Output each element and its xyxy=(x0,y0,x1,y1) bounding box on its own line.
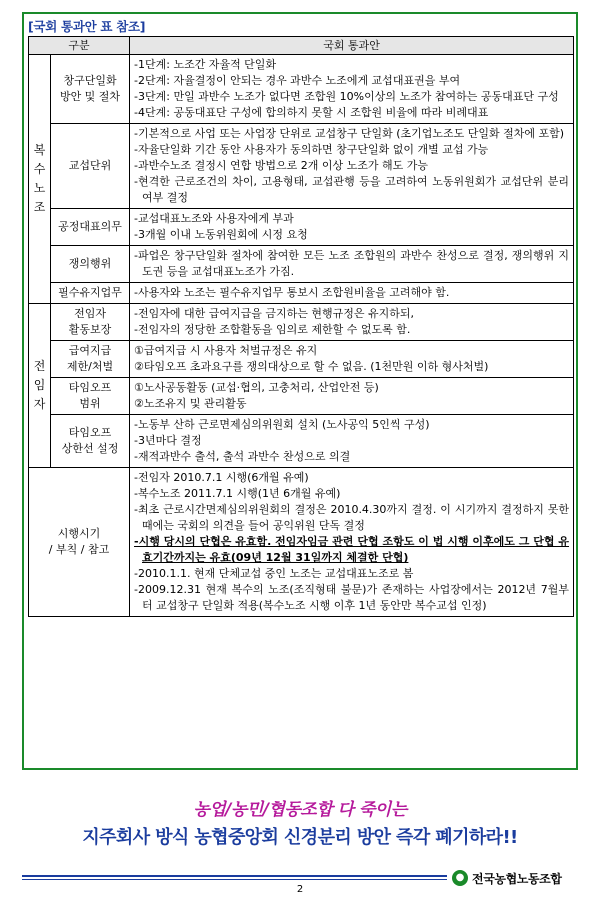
table-row xyxy=(29,468,574,617)
table-row xyxy=(29,124,574,209)
document-frame xyxy=(22,12,578,770)
row-content: ①급여지급 시 사용자 처벌규정은 유지 ②타임오프 초과요구를 쟁의대상으로 할 수 없음. (1천만원 이하 형사처벌) xyxy=(130,341,574,378)
table-row xyxy=(29,341,574,378)
table-row xyxy=(29,246,574,283)
row-label: 필수유지업무 xyxy=(58,286,122,299)
header-bill: 국회 통과안 xyxy=(130,37,574,55)
row-label: 타임오프 범위 xyxy=(68,381,112,410)
table-row xyxy=(29,415,574,468)
box-title: [국회 통과안 표 참조] xyxy=(28,19,146,34)
org-name: 전국농협노동조합 xyxy=(472,872,562,886)
group-label-full-time: 전 임 자 xyxy=(29,304,51,468)
row-label: 전임자 활동보장 xyxy=(68,307,112,336)
footer-rule-thin xyxy=(22,879,447,880)
table-row xyxy=(29,304,574,341)
row-label: 쟁의행위 xyxy=(68,257,112,270)
row-content: -파업은 창구단일화 절차에 참여한 모든 노조 조합원의 과반수 찬성으로 결정, 쟁의행위 지도권 등을 교섭대표노조가 가짐. xyxy=(130,246,574,283)
row-label: 공정대표의무 xyxy=(58,220,122,233)
row-content: -교섭대표노조와 사용자에게 부과 -3개월 이내 노동위원회에 시정 요청 xyxy=(130,209,574,246)
slogan-line-2: 지주회사 방식 농협중앙회 신경분리 방안 즉각 폐기하라!! xyxy=(82,827,518,848)
row-content: -사용자와 노조는 필수유지업무 통보시 조합원비율을 고려해야 함. xyxy=(130,283,574,304)
footer-rule xyxy=(22,875,447,877)
row-label: 창구단일화 방안 및 절차 xyxy=(59,74,121,103)
row-label: 시행시기 / 부칙 / 참고 xyxy=(48,527,110,556)
emphasized-line: -시행 당시의 단협은 유효함. 전임자임금 관련 단협 조항도 이 법 시행 이후에도 그 단협 유효기간까지는 유효(09년 12월 31일까지 체결한 단협) xyxy=(134,535,570,564)
row-label: 타임오프 상한선 설정 xyxy=(61,426,119,455)
row-content: -기본적으로 사업 또는 사업장 단위로 교섭창구 단일화 (초기업노조도 단일화 절차에 포함) -자율단일화 기간 동안 사용자가 동의하면 창구단일화 없이 개별 교섭 가능 -과반수노조 결정시 연합 방법으로 2개 이상 노조가 해도 가능 -현격한 근로조건의 차이, 고용형태, 교섭관행 등을 고려하여 노동위원회가 교섭단위 분리 여부 결정 xyxy=(130,124,574,209)
group-label-multi-union: 복 수 노 조 xyxy=(29,55,51,304)
page-number: 2 xyxy=(296,884,304,895)
comparison-table xyxy=(28,36,574,617)
union-logo-icon: ● xyxy=(452,870,468,886)
row-content: -1단계: 노조간 자율적 단일화 -2단계: 자율결정이 안되는 경우 과반수 노조에게 교섭대표권을 부여 -3단계: 만일 과반수 노조가 없다면 조합원 10%이상의 노조가 참여하는 공동대표단 구성 -4단계: 공동대표단 구성에 합의하지 못할 시 조합원 비율에 따라 비례대표 xyxy=(130,55,574,124)
table-row xyxy=(29,55,574,124)
table-row xyxy=(29,283,574,304)
row-label: 급여지급 제한/처벌 xyxy=(66,344,114,373)
row-content: ①노사공동활동 (교섭·협의, 고충처리, 산업안전 등) ②노조유지 및 관리활동 xyxy=(130,378,574,415)
table-header-row xyxy=(29,37,574,55)
row-label: 교섭단위 xyxy=(68,159,112,172)
header-category: 구분 xyxy=(29,37,130,55)
table-row xyxy=(29,209,574,246)
row-content: -전임자에 대한 급여지급을 금지하는 현행규정은 유지하되, -전임자의 정당한 조합활동을 임의로 제한할 수 없도록 함. xyxy=(130,304,574,341)
row-content: -노동부 산하 근로면제심의위원회 설치 (노사공익 5인씩 구성) -3년마다 결정 -재적과반수 출석, 출석 과반수 찬성으로 의결 xyxy=(130,415,574,468)
row-content: -전임자 2010.7.1 시행(6개월 유예) -복수노조 2011.7.1 시행(1년 6개월 유예) -최초 근로시간면제심의위원회의 결정은 2010.4.30까지 결정. 이 시기까지 결정하지 못한 때에는 국회의 의견을 들어 공익위원 단독 결정 -시행 당시의 단협은 유효함. 전임자임금 관련 단협 조항도 이 법 시행 이후에도 그 단협 유효기간까지는 유효(09년 12월 31일까지 체결한 단협) -2010.1.1. 현재 단체교섭 중인 노조는 교섭대표노조로 봄 -2009.12.31 현재 복수의 노조(조직형태 불문)가 존재하는 사업장에서는 2012년 7월부터 교섭창구 단일화 적용(복수노조 시행 이후 1년 동안만 복수교섭 인정) xyxy=(130,468,574,617)
slogan-line-1: 농업/농민/협동조합 다 죽이는 xyxy=(193,800,407,820)
table-row xyxy=(29,378,574,415)
